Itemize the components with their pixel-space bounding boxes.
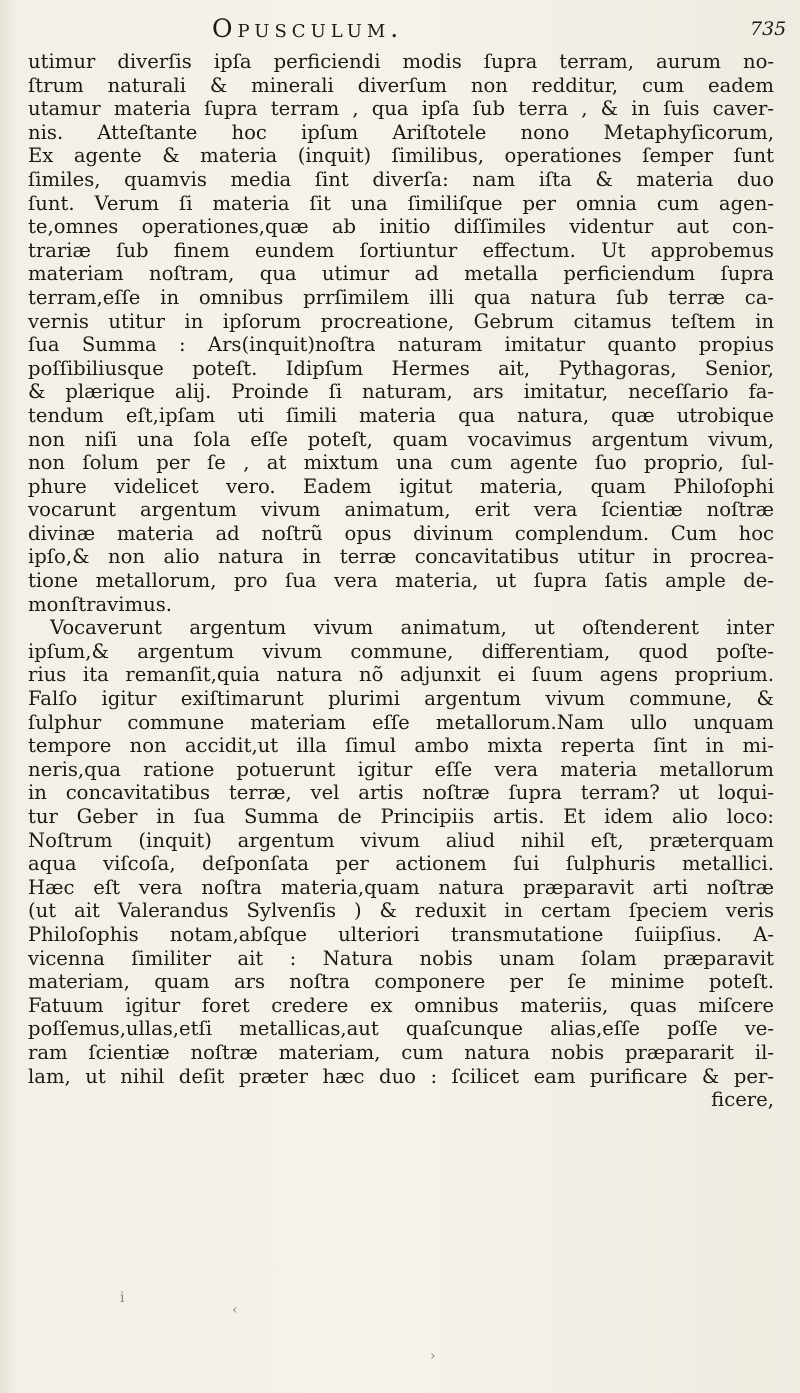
text-line: utimur diverſis ipſa perficiendi modis ſupra terram, aurum no- <box>28 50 774 73</box>
text-line: ſtrum naturali & minerali diverſum non redditur, cum eadem <box>28 73 774 97</box>
text-line: Fatuum igitur foret credere ex omnibus materiis, quas miſcere <box>28 993 774 1017</box>
text-line: tione metallorum, pro ſua vera materia, ut ſupra ſatis ample de- <box>28 569 774 593</box>
ink-speck: ⅰ <box>120 1290 125 1306</box>
text-line: ſimiles, quamvis media ſint diverſa: nam iſta & materia duo <box>28 167 774 191</box>
text-line: ipſum,& argentum vivum commune, differentiam, quod poſte- <box>28 639 774 663</box>
text-line: ſua Summa : Ars(inquit)noſtra naturam imitatur quanto propius <box>28 333 774 357</box>
text-line: te,omnes operationes,quæ ab initio diſſimiles videntur aut con- <box>28 215 774 239</box>
text-line: (ut ait Valerandus Sylvenſis ) & reduxit in certam ſpeciem veris <box>28 899 774 923</box>
text-line: Noſtrum (inquit) argentum vivum aliud nihil eſt, præterquam <box>28 828 774 852</box>
text-line: divinæ materia ad noſtrũ opus divinum complendum. Cum hoc <box>28 521 774 545</box>
text-line: trariæ ſub finem eundem ſortiuntur effectum. Ut approbemus <box>28 238 774 262</box>
text-line: tempore non accidit,ut illa ſimul ambo mixta reperta ſint in mi- <box>28 734 774 758</box>
text-line: vicenna ſimiliter ait : Natura nobis unam ſolam præparavit <box>28 946 774 970</box>
text-line: tendum eſt,ipſam uti ſimili materia qua natura, quæ utrobique <box>28 403 774 427</box>
page-header <box>0 14 800 44</box>
text-line: tur Geber in ſua Summa de Principiis artis. Et idem alio loco: <box>28 805 774 828</box>
text-line: utamur materia ſupra terram , qua ipſa ſub terra , & in ſuis caver- <box>28 97 774 121</box>
text-line: Ex agente & materia (inquit) ſimilibus, operationes ſemper ſunt <box>28 144 774 168</box>
ink-speck: › <box>430 1348 436 1364</box>
text-line: Hæc eſt vera noſtra materia,quam natura præparavit arti noſtræ <box>28 875 774 899</box>
text-line: Philoſophis notam,abſque ulteriori transmutatione ſuiipſius. A- <box>28 922 774 946</box>
text-line: vernis utitur in ipſorum procreatione, Gebrum citamus teſtem in <box>28 309 774 333</box>
text-line: nis. Atteſtante hoc ipſum Ariſtotele nono Metaphyſicorum, <box>28 120 774 144</box>
text-line: materiam noſtram, qua utimur ad metalla perficiendum ſupra <box>28 262 774 286</box>
ink-speck: ‹ <box>232 1302 238 1318</box>
text-line: in concavitatibus terræ, vel artis noſtræ ſupra terram? ut loqui- <box>28 781 774 805</box>
text-line: Falſo igitur exiſtimarunt plurimi argentum vivum commune, & <box>28 687 774 711</box>
text-line: ſulphur commune materiam eſſe metallorum.Nam ullo unquam <box>28 710 774 734</box>
text-line: Vocaverunt argentum vivum animatum, ut oſtenderent inter <box>50 616 774 640</box>
running-title: Opusculum. <box>212 14 404 43</box>
text-line: materiam, quam ars noſtra componere per ſe minime poteſt. <box>28 970 774 994</box>
text-line: phure videlicet vero. Eadem igitut materia, quam Philoſophi <box>28 474 774 498</box>
text-line: ram ſcientiæ noſtræ materiam, cum natura nobis præpararit il- <box>28 1040 774 1064</box>
catchword: ficere, <box>711 1088 774 1112</box>
text-line: poſſemus,ullas,etſi metallicas,aut quaſcunque alias,eſſe poſſe ve- <box>28 1017 774 1041</box>
text-line: poſſibiliusque poteſt. Idipſum Hermes ait, Pythagoras, Senior, <box>28 356 774 380</box>
text-line: vocarunt argentum vivum animatum, erit vera ſcientiæ noſtræ <box>28 498 774 522</box>
text-line: terram,eſſe in omnibus prrſimilem illi qua natura ſub terræ ca- <box>28 285 774 309</box>
page-number: 735 <box>750 18 787 40</box>
text-line: non niſi una ſola eſſe poteſt, quam vocavimus argentum vivum, <box>28 427 774 451</box>
paragraph-1 <box>28 50 774 616</box>
text-line: monſtravimus. <box>28 592 172 616</box>
text-line: ſunt. Verum ſi materia ſit una ſimiliſque per omnia cum agen- <box>28 191 774 215</box>
text-line: lam, ut nihil deſit præter hæc duo : ſcilicet eam purificare & per- <box>28 1064 774 1088</box>
text-body <box>28 50 774 1112</box>
text-line: ipſo,& non alio natura in terræ concavitatibus utitur in procrea- <box>28 545 774 569</box>
text-line: rius ita remanſit,quia natura nõ adjunxit ei ſuum agens proprium. <box>28 663 774 687</box>
text-line: neris,qua ratione potuerunt igitur eſſe vera materia metallorum <box>28 757 774 781</box>
text-line: non ſolum per ſe , at mixtum una cum agente ſuo proprio, ſul- <box>28 451 774 475</box>
paragraph-2 <box>28 616 774 1088</box>
text-line: & plærique alij. Proinde ſi naturam, ars imitatur, neceſſario fa- <box>28 380 774 404</box>
text-line: aqua viſcoſa, deſponſata per actionem ſui ſulphuris metallici. <box>28 852 774 876</box>
